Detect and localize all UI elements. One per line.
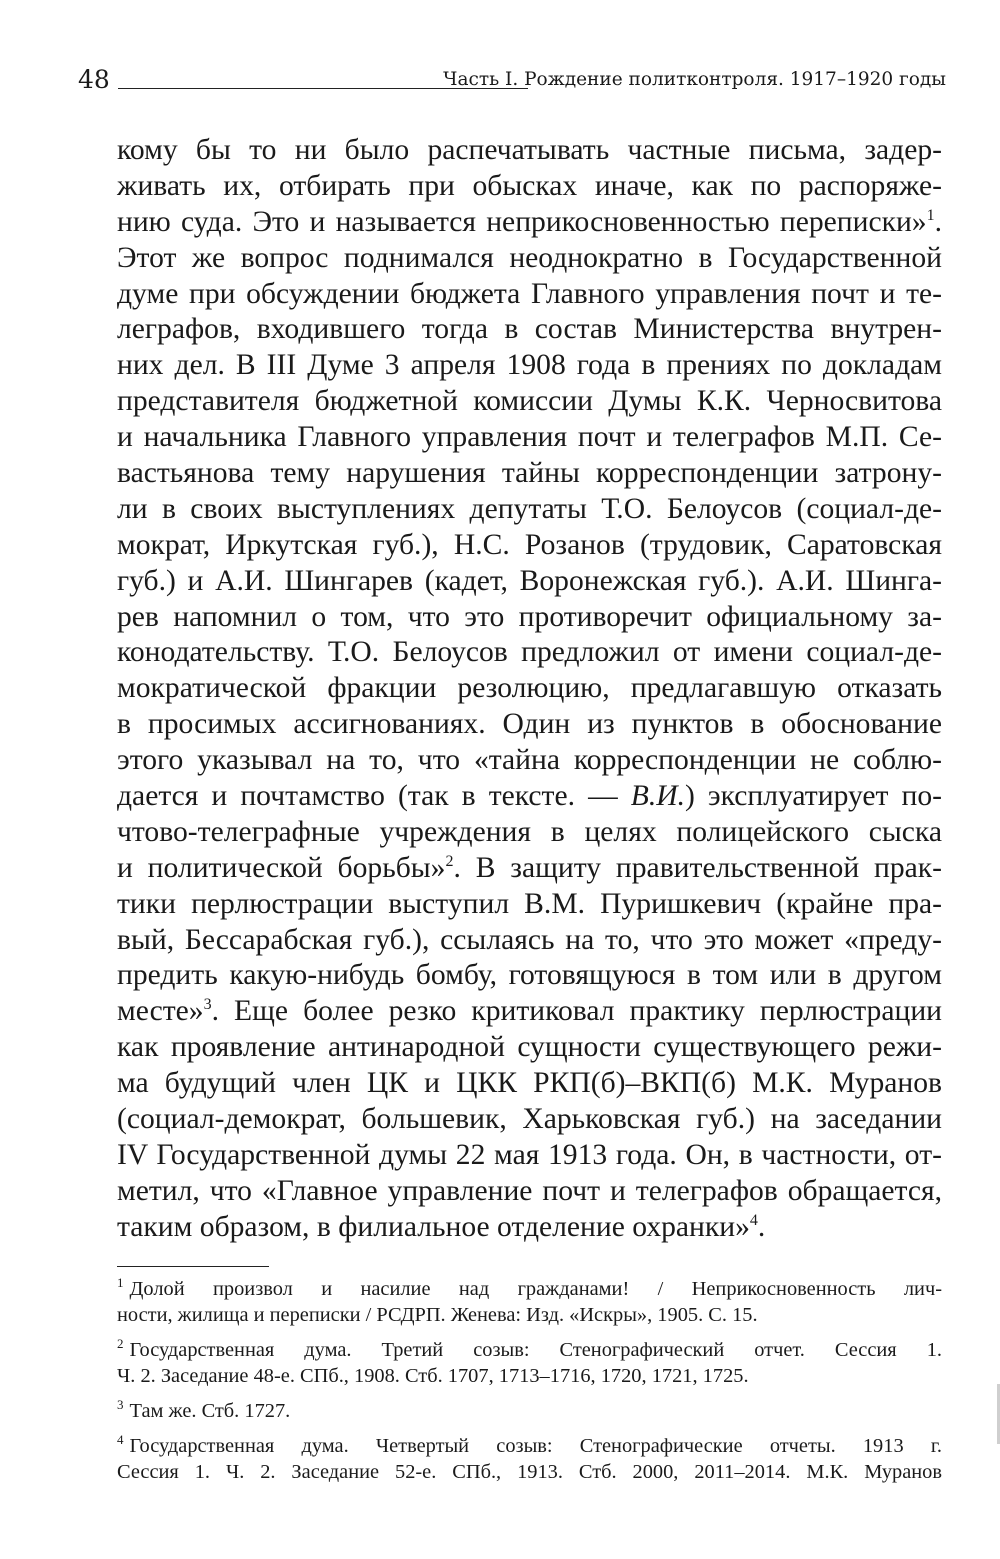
footnote-line: $^3$ Там же. Стб. 1727.	[117, 1397, 291, 1422]
footnote	[117, 1398, 942, 1424]
text-line: таким образом, в филиальное отделение охранки»$^4$.	[117, 1210, 766, 1243]
footnote-line: $^1$ Долой произвол и насилие над гражданами! / Неприкосновенность лич-	[117, 1275, 942, 1300]
text-line: рев напомнил о том, что это противоречит официальному за-	[117, 600, 942, 633]
text-line: нию суда. Это и называется неприкосновенностью переписки»$^1$.	[117, 205, 942, 238]
text-line: предить какую-нибудь бомбу, готовящуюся в том или в другом	[117, 959, 942, 992]
text-line: мократ, Иркутская губ.), Н.С. Розанов (трудовик, Саратовская	[117, 528, 942, 561]
footnote	[117, 1433, 942, 1485]
text-line: мократической фракции резолюцию, предлагавшую отказать	[117, 672, 942, 705]
text-line: вастьянова тему нарушения тайны корреспонденции затрону-	[117, 457, 942, 490]
footnote-line: Ч. 2. Заседание 48-е. СПб., 1908. Стб. 1707, 1713–1716, 1720, 1721, 1725.	[117, 1365, 749, 1387]
footnote	[117, 1276, 942, 1328]
text-line: месте»$^3$. Еще более резко критиковал практику перлюстрации	[117, 995, 942, 1028]
text-line: метил, что «Главное управление почт и телеграфов обращается,	[117, 1174, 942, 1207]
body-text	[117, 133, 942, 1246]
text-line: (социал-демократ, большевик, Харьковская губ.) на заседании	[117, 1103, 942, 1136]
footnotes	[117, 1276, 942, 1494]
running-head: Часть I. Рождение политконтроля. 1917–1920 годы	[443, 69, 946, 90]
footnote-number: 1	[117, 1275, 124, 1290]
footnote-ref: 2	[445, 852, 454, 870]
footnote-line: Сессия 1. Ч. 2. Заседание 52-е. СПб., 1913. Стб. 2000, 2011–2014. М.К. Муранов	[117, 1461, 942, 1483]
text-line: IV Государственной думы 22 мая 1913 года. Он, в частности, от-	[117, 1138, 942, 1171]
text-line: и начальника Главного управления почт и телеграфов М.П. Се-	[117, 421, 942, 454]
text-line: дается и почтамство (так в тексте. — В.И.) эксплуатирует по-	[117, 780, 942, 813]
footnote-ref: 3	[203, 996, 212, 1014]
text-line: тики перлюстрации выступил В.М. Пуришкевич (крайне пра-	[117, 887, 942, 920]
text-line: в просимых ассигнованиях. Один из пунктов в обоснование	[117, 708, 942, 741]
text-line: кому бы то ни было распечатывать частные письма, задер-	[117, 134, 942, 166]
text-line: Этот же вопрос поднимался неоднократно в Государственной	[117, 241, 942, 274]
text-line: чтово-телеграфные учреждения в целях полицейского сыска	[117, 815, 942, 848]
footnote-line: $^4$ Государственная дума. Четвертый созыв: Стенографические отчеты. 1913 г.	[117, 1432, 942, 1457]
author-initials: В.И.	[630, 780, 686, 813]
footnote-number: 2	[117, 1336, 124, 1351]
footnote-ref: 1	[926, 206, 935, 224]
text-line: ма будущий член ЦК и ЦКК РКП(б)–ВКП(б) М.К. Муранов	[117, 1067, 942, 1100]
text-line: представителя бюджетной комиссии Думы К.К. Черносвитова	[117, 385, 942, 418]
text-line: них дел. В III Думе 3 апреля 1908 года в прениях по докладам	[117, 349, 942, 382]
text-line: и политической борьбы»$^2$. В защиту правительственной прак-	[117, 851, 943, 884]
footnote-number: 3	[117, 1397, 124, 1412]
text-line: леграфов, входившего тогда в состав Министерства внутрен-	[117, 313, 942, 346]
page-header	[78, 60, 946, 100]
text-line: ли в своих выступлениях депутаты Т.О. Белоусов (социал-де-	[117, 492, 942, 525]
text-line: вый, Бессарабская губ.), ссылаясь на то, что это может «преду-	[117, 923, 942, 956]
text-line: думе при обсуждении бюджета Главного управления почт и те-	[117, 277, 942, 310]
footnote-number: 4	[117, 1432, 124, 1447]
footnote-rule	[117, 1266, 269, 1267]
footnote-line: ности, жилища и переписки / РСДРП. Женева: Изд. «Искры», 1905. С. 15.	[117, 1304, 758, 1326]
page-number: 48	[78, 65, 110, 94]
text-line: этого указывал на то, что «тайна корреспонденции не соблю-	[117, 744, 942, 777]
text-line: как проявление антинародной сущности существующего режи-	[117, 1031, 942, 1064]
footnote-ref: 4	[749, 1211, 758, 1229]
footnote-line: $^2$ Государственная дума. Третий созыв: Стенографический отчет. Сессия 1.	[117, 1336, 942, 1361]
text-line: губ.) и А.И. Шингарев (кадет, Воронежская губ.). А.И. Шинга-	[117, 564, 942, 597]
text-line: живать их, отбирать при обысках иначе, как по распоряже-	[117, 169, 942, 202]
text-line: конодательству. Т.О. Белоусов предложил от имени социал-де-	[117, 636, 942, 669]
footnote	[117, 1337, 942, 1389]
